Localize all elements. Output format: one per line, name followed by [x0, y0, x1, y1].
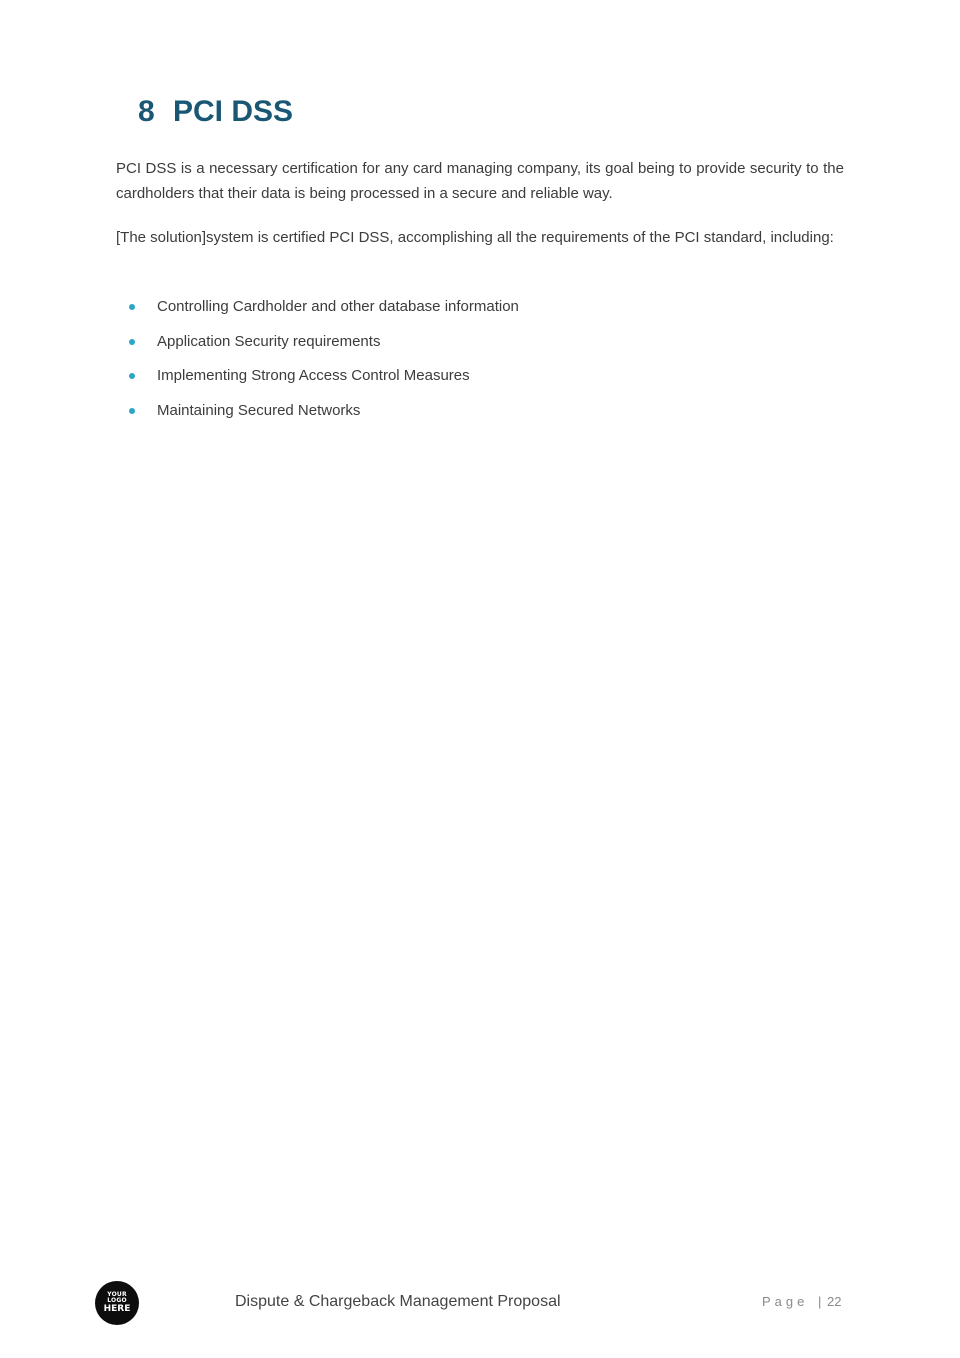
list-item [116, 398, 519, 423]
list-item [116, 329, 519, 354]
list-item-text: Controlling Cardholder and other database information [157, 298, 519, 315]
company-logo [95, 1281, 139, 1325]
footer-page-number: 22 [827, 1294, 842, 1309]
intro-paragraph: PCI DSS is a necessary certification for any card managing company, its goal being to provide security to the cardholders that their data is being processed in a secure and reliable way. [116, 160, 844, 202]
list-item-text: Maintaining Secured Networks [157, 401, 361, 419]
footer-page-label: Page [762, 1294, 809, 1309]
bullet-icon [129, 373, 135, 379]
footer-document-title: Dispute & Chargeback Management Proposal [235, 1293, 561, 1310]
section-number: 8 [138, 95, 155, 128]
bullet-icon [129, 339, 135, 345]
certification-paragraph: [The solution]system is certified PCI DSS, accomplishing all the requirements of the PCI standard, including: [116, 229, 834, 246]
bullet-icon [129, 304, 135, 310]
footer-page-separator: | [818, 1294, 822, 1309]
list-item [116, 294, 519, 319]
bullet-icon [129, 408, 135, 414]
list-item-text: Application Security requirements [157, 332, 381, 350]
requirements-list [116, 294, 519, 432]
section-title: PCI DSS [173, 95, 294, 128]
list-item [116, 363, 519, 388]
logo-text-line: HERE [103, 1304, 131, 1314]
list-item-text: Implementing Strong Access Control Measures [157, 367, 470, 385]
logo-text-line: LOGO [107, 1297, 127, 1304]
logo-text-line: YOUR [107, 1291, 127, 1298]
section-heading [138, 92, 293, 132]
